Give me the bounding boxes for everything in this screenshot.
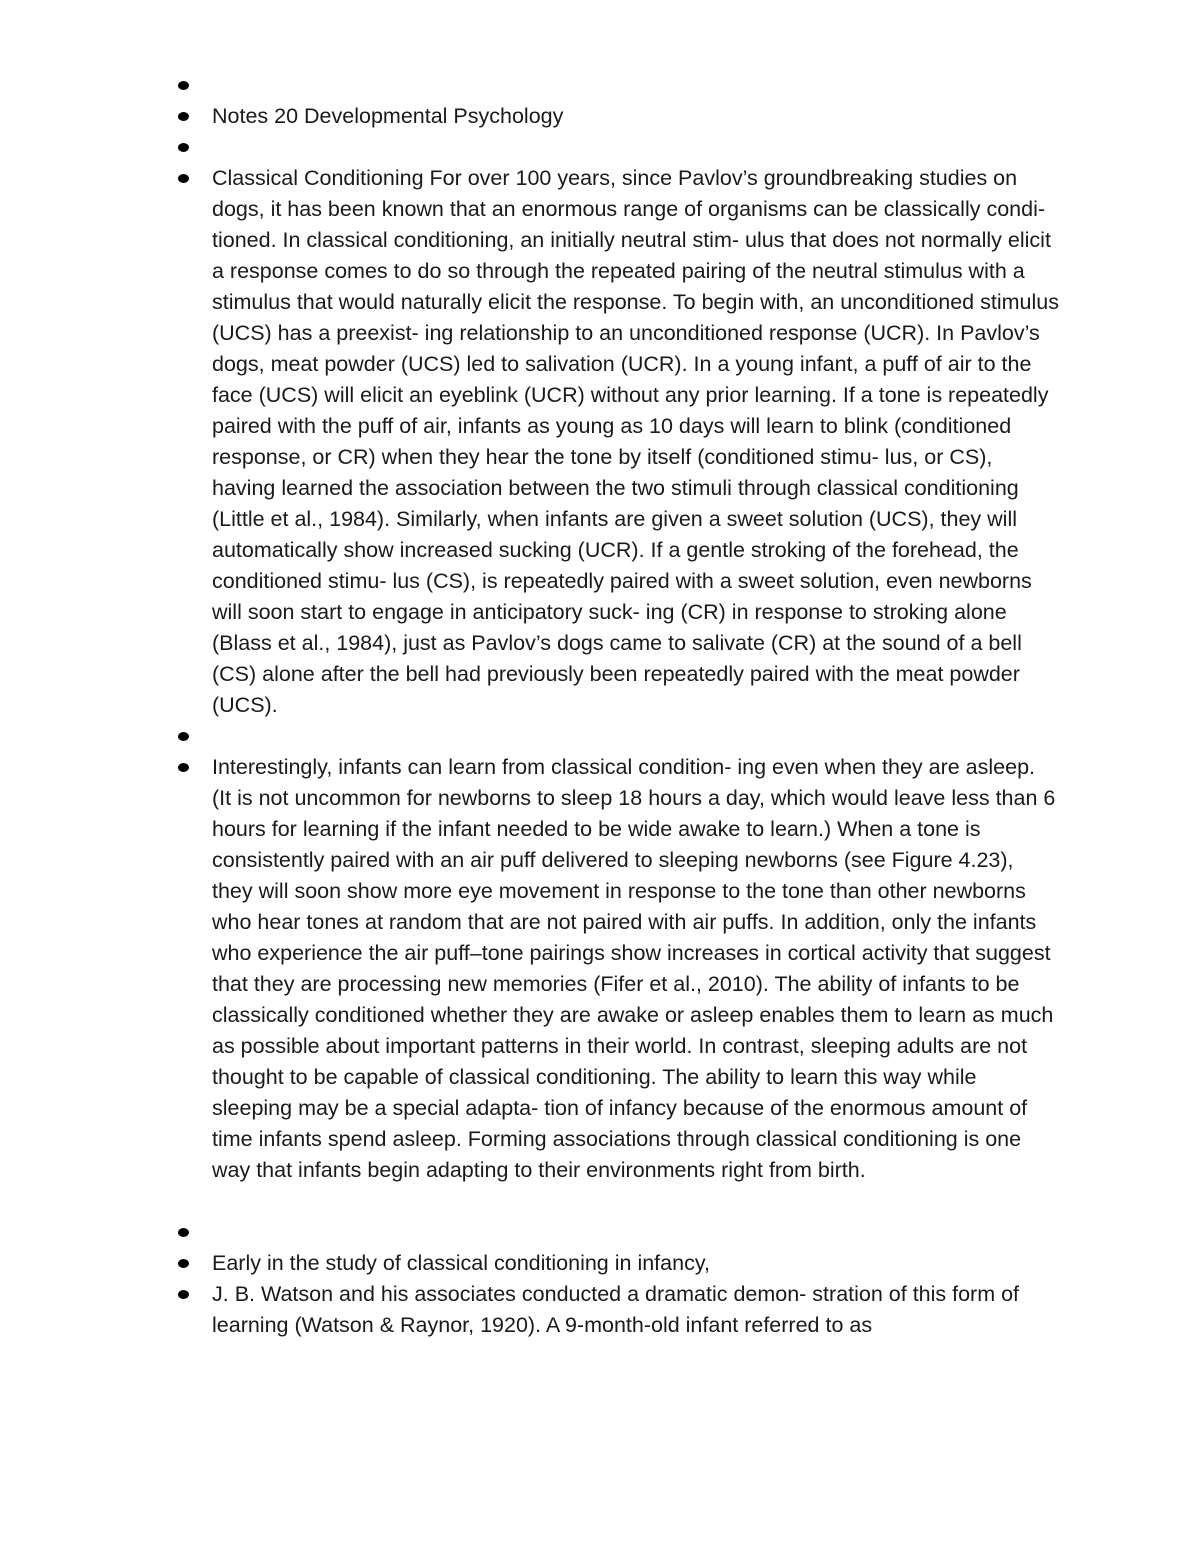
notes-bullet-list <box>0 70 1200 1341</box>
bullet-icon <box>178 1290 189 1299</box>
list-item <box>0 1279 1060 1341</box>
bullet-icon <box>178 732 189 741</box>
list-item <box>0 70 1060 101</box>
bullet-icon <box>178 143 189 152</box>
list-item <box>0 163 1060 721</box>
bullet-icon <box>178 174 189 183</box>
bullet-icon <box>178 81 189 90</box>
paragraph-sleeping-infants: Interestingly, infants can learn from classical condition- ing even when they are asleep. (It is not uncommon for newborns to sleep 18 hours a day, which would leave less than 6 hours for learning if the infant needed to be wide awake to learn.) When a tone is consistently paired with an air puff delivered to sleeping newborns (see Figure 4.23), they will soon show more eye movement in response to the tone than other newborns who hear tones at random that are not paired with air puffs. In addition, only the infants who experience the air puff–tone pairings show increases in cortical activity that suggest that they are processing new memories (Fifer et al., 2010). The ability of infants to be classically conditioned whether they are awake or asleep enables them to learn as much as possible about important patterns in their world. In contrast, sleeping adults are not thought to be capable of classical conditioning. The ability to learn this way while sleeping may be a special adapta- tion of infancy because of the enormous amount of time infants spend asleep. Forming associations through classical conditioning is one way that infants begin adapting to their environments right from birth. <box>212 755 1056 1182</box>
bullet-icon <box>178 763 189 772</box>
list-item <box>0 752 1060 1186</box>
list-item <box>0 101 1060 132</box>
paragraph-early-study: Early in the study of classical conditioning in infancy, <box>212 1251 710 1275</box>
paragraph-watson: J. B. Watson and his associates conducted a dramatic demon- stration of this form of learning (Watson & Raynor, 1920). A 9-month-old infant referred to as <box>212 1282 1020 1337</box>
paragraph-classical-conditioning: Classical Conditioning For over 100 years, since Pavlov’s groundbreaking studies on dogs, it has been known that an enormous range of organisms can be classically condi- tioned. In classical conditioning, an initially neutral stim- ulus that does not normally elicit a response comes to do so through the repeated pairing of the neutral stimulus with a stimulus that would naturally elicit the response. To begin with, an unconditioned stimulus (UCS) has a preexist- ing relationship to an unconditioned response (UCR). In Pavlov’s dogs, meat powder (UCS) led to salivation (UCR). In a young infant, a puff of air to the face (UCS) will elicit an eyeblink (UCR) without any prior learning. If a tone is repeatedly paired with the puff of air, infants as young as 10 days will learn to blink (conditioned response, or CR) when they hear the tone by itself (conditioned stimu- lus, or CS), having learned the association between the two stimuli through classical conditioning (Little et al., 1984). Similarly, when infants are given a sweet solution (UCS), they will automatically show increased sucking (UCR). If a gentle stroking of the forehead, the conditioned stimu- lus (CS), is repeatedly paired with a sweet solution, even newborns will soon start to engage in anticipatory suck- ing (CR) in response to stroking alone (Blass et al., 1984), just as Pavlov’s dogs came to salivate (CR) at the sound of a bell (CS) alone after the bell had previously been repeatedly paired with the meat powder (UCS). <box>212 166 1059 717</box>
bullet-icon <box>178 112 189 121</box>
list-item <box>0 1217 1060 1248</box>
bullet-icon <box>178 1259 189 1268</box>
list-item <box>0 132 1060 163</box>
spacer <box>0 1186 1200 1217</box>
list-item <box>0 721 1060 752</box>
document-title: Notes 20 Developmental Psychology <box>212 104 564 128</box>
list-item <box>0 1248 1060 1279</box>
bullet-icon <box>178 1228 189 1237</box>
